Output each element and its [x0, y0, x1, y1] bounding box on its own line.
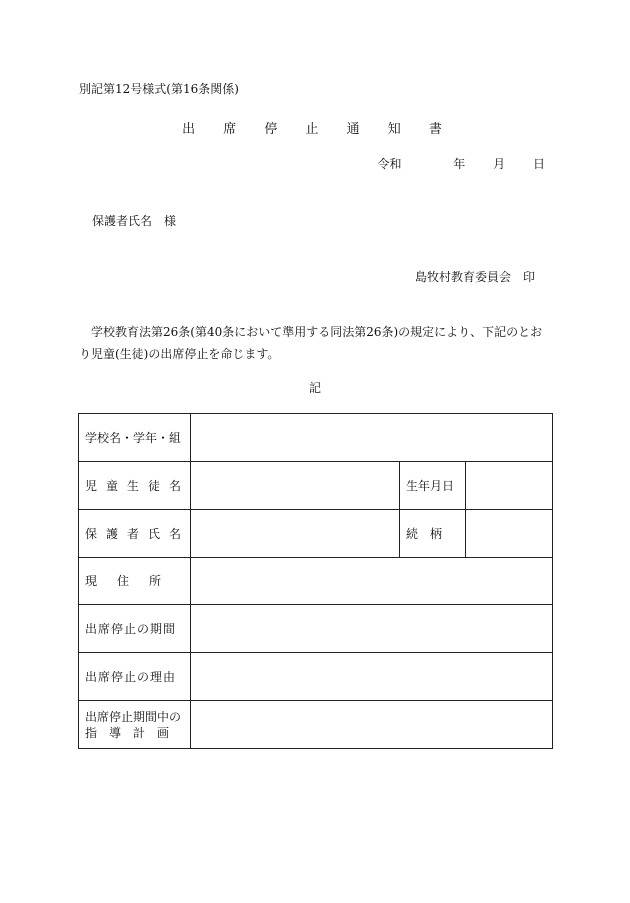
label-address: 現 住 所 — [79, 557, 191, 605]
label-plan-line1: 出席停止期間中の — [85, 709, 182, 724]
table-row-guardian — [79, 509, 553, 557]
issuer-line: 島牧村教育委員会 印 — [414, 270, 535, 284]
recipient-line: 保護者氏名 様 — [92, 214, 177, 228]
table-row-plan — [79, 701, 553, 749]
label-student-name: 児童生徒名 — [79, 461, 191, 509]
value-student-name[interactable] — [191, 461, 400, 509]
table-row-address — [79, 557, 553, 605]
table-row-reason — [79, 653, 553, 701]
value-birthdate[interactable] — [466, 461, 553, 509]
table-row-period — [79, 605, 553, 653]
value-relation[interactable] — [466, 509, 553, 557]
label-period: 出席停止の期間 — [79, 605, 191, 653]
value-school[interactable] — [191, 414, 553, 462]
label-school: 学校名・学年・組 — [79, 414, 191, 462]
label-plan — [79, 701, 191, 749]
table-row-student — [79, 461, 553, 509]
document-title: 出 席 停 止 通 知 書 — [182, 122, 454, 137]
label-plan-line2: 指 導 計 画 — [85, 725, 170, 740]
label-guardian-name: 保護者氏名 — [79, 509, 191, 557]
value-reason[interactable] — [191, 653, 553, 701]
date-year: 年 — [453, 157, 466, 171]
value-period[interactable] — [191, 605, 553, 653]
table-row-school — [79, 414, 553, 462]
notice-body-text: 学校教育法第26条(第40条において準用する同法第26条)の規定により、下記のとおり児童(生徒)の出席停止を命じます。 — [79, 325, 543, 361]
label-birthdate: 生年月日 — [400, 461, 466, 509]
label-relation: 続 柄 — [400, 509, 466, 557]
date-month: 月 — [493, 157, 506, 171]
label-reason: 出席停止の理由 — [79, 653, 191, 701]
date-line — [377, 155, 545, 172]
value-address[interactable] — [191, 557, 553, 605]
value-plan[interactable] — [191, 701, 553, 749]
ki-label: 記 — [308, 381, 321, 395]
date-day: 日 — [532, 157, 545, 171]
notice-form-table — [78, 413, 553, 749]
form-label: 別記第12号様式(第16条関係) — [79, 82, 239, 96]
value-guardian-name[interactable] — [191, 509, 400, 557]
date-era: 令和 — [377, 157, 402, 171]
